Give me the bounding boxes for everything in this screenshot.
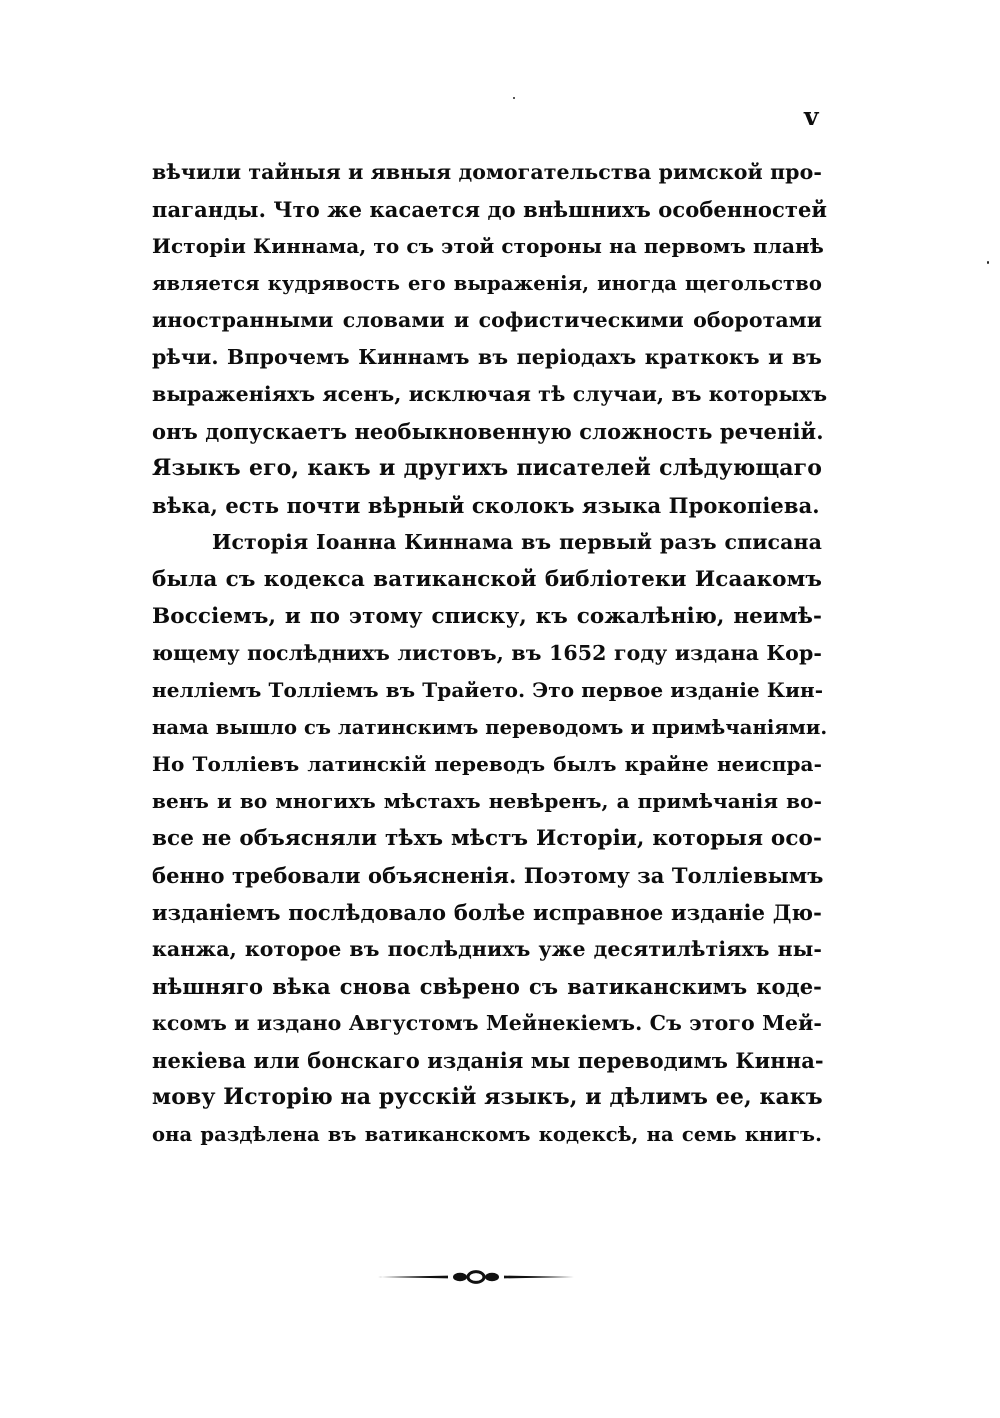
paragraph-last-line: вѣка, есть почти вѣрный сколокъ языка Прокопіева. [152, 493, 820, 518]
text-line: была съ кодекса ватиканской библіотеки Исаакомъ [152, 567, 822, 592]
text-line: рѣчи. Впрочемъ Киннамъ въ періодахъ краткокъ и въ [152, 345, 822, 369]
text-line: ющему послѣднихъ листовъ, въ 1652 году издана Кор- [152, 641, 822, 665]
text-line: неллiемъ Толліемъ въ Трайето. Это первое изданіе Кин- [152, 678, 824, 702]
text-line: все не объясняли тѣхъ мѣстъ Исторіи, которыя осо- [152, 826, 822, 851]
ornament-divider-icon [376, 1267, 576, 1287]
text-line: Языкъ его, какъ и другихъ писателей слѣдующаго [152, 455, 822, 481]
text-line: Воссіемъ, и по этому списку, къ сожалѣнію, неимѣ- [152, 604, 822, 629]
paragraph-first-line: Исторія Іоанна Киннама въ первый разъ списана [212, 530, 822, 554]
text-line: ксомъ и издано Августомъ Мейнекіемъ. Съ этого Мей- [152, 1011, 822, 1035]
text-line: бенно требовали объясненія. Поэтому за Толліевымъ [152, 863, 824, 888]
text-line: канжа, которое въ послѣднихъ уже десятилѣтіяхъ ны- [152, 937, 822, 961]
print-speck [987, 261, 989, 264]
text-line: некіева или бонскаго изданія мы переводимъ Кинна- [152, 1048, 824, 1073]
text-line: онъ допускаетъ необыкновенную сложность реченій. [152, 419, 824, 444]
page-number: v [804, 102, 819, 131]
text-line: нама вышло съ латинскимъ переводомъ и примѣчаніями. [152, 716, 828, 739]
paragraph-last-line: она раздѣлена въ ватиканскомъ кодексѣ, на семь книгъ. [152, 1123, 822, 1146]
body-text [152, 154, 828, 1153]
text-line: Исторіи Киннама, то съ этой стороны на первомъ планѣ [152, 234, 824, 258]
text-line: паганды. Что же касается до внѣшнихъ особенностей [152, 197, 828, 222]
text-line: вѣчили тайныя и явныя домогательства римской про- [152, 160, 822, 184]
text-line: изданіемъ послѣдовало болѣе исправное изданіе Дю- [152, 900, 822, 925]
text-line: является кудрявость его выраженія, иногда щегольство [152, 272, 822, 295]
text-line: иностранными словами и софистическими оборотами [152, 308, 822, 332]
print-speck [513, 97, 515, 99]
text-line: венъ и во многихъ мѣстахъ невѣренъ, а примѣчанія во- [152, 789, 822, 813]
text-line: мову Исторію на русскій языкъ, и дѣлимъ ее, какъ [152, 1084, 823, 1110]
text-line: выраженіяхъ ясенъ, исключая тѣ случаи, въ которыхъ [152, 382, 828, 406]
text-line: Но Толліевъ латинскій переводъ былъ крайне неиспра- [152, 752, 822, 776]
text-line: нѣшняго вѣка снова свѣрено съ ватиканскимъ коде- [152, 974, 822, 999]
